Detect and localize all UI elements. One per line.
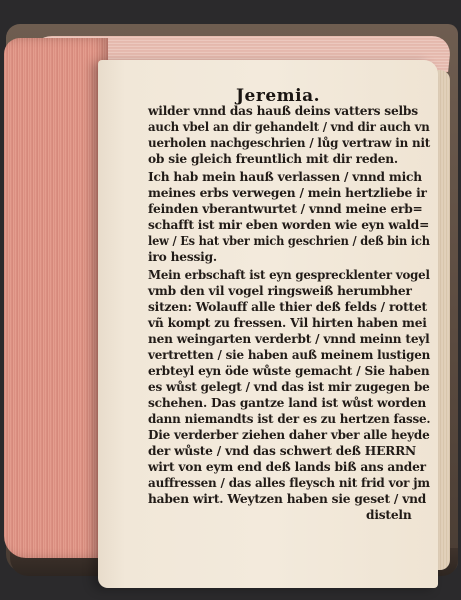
text-line: schehen. Das gantze land ist wůst worden bbox=[148, 396, 427, 410]
catchword: disteln bbox=[366, 508, 412, 522]
text-line: erbteyl eyn öde wůste gemacht / Sie haben bbox=[148, 364, 430, 378]
text-line: Die verderber ziehen daher vber alle heyde bbox=[148, 428, 430, 442]
red-page-edge bbox=[4, 38, 108, 558]
text-line: vmb den vil vogel ringsweiß herumbher bbox=[148, 284, 412, 298]
text-line: auffressen / das alles fleysch nit frid vor jm bbox=[148, 476, 430, 490]
page-heading: Jeremia. bbox=[236, 86, 321, 106]
text-line: es wůst gelegt / vnd das ist mir zugegen be bbox=[148, 380, 430, 394]
text-line: dann niemandts ist der es zu hertzen fasse. bbox=[148, 412, 431, 426]
text-line: vñ kompt zu fressen. Vil hirten haben mei bbox=[148, 316, 427, 330]
text-line: nen weingarten verderbt / vnnd meinn teyl bbox=[148, 332, 430, 346]
text-line: haben wirt. Weytzen haben sie geset / vnd bbox=[148, 492, 427, 506]
text-line: der wůste / vnd das schwert deß HERRN bbox=[148, 444, 416, 458]
text-line: vertretten / sie haben auß meinem lustigen bbox=[148, 348, 431, 362]
text-line: Mein erbschaft ist eyn gesprecklenter vogel bbox=[148, 268, 430, 282]
text-line: schafft ist mir eben worden wie eyn wald= bbox=[148, 218, 430, 232]
text-line: meines erbs verwegen / mein hertzliebe ir bbox=[148, 186, 427, 200]
text-line: feinden vberantwurtet / vnnd meine erb= bbox=[148, 202, 423, 216]
text-line: wirt von eym end deß lands biß ans ander bbox=[148, 460, 426, 474]
text-line: wilder vnnd das hauß deins vatters selbs bbox=[148, 104, 418, 118]
text-line: ob sie gleich freuntlich mit dir reden. bbox=[148, 152, 398, 166]
text-line: auch vbel an dir gehandelt / vnd dir auch vn bbox=[148, 120, 430, 134]
text-line: lew / Es hat vber mich geschrien / deß bin ich bbox=[148, 234, 430, 248]
text-line: sitzen: Wolauff alle thier deß felds / rottet bbox=[148, 300, 427, 314]
page-right-edge bbox=[436, 70, 450, 570]
text-line: iro hessig. bbox=[148, 250, 217, 264]
text-line: Ich hab mein hauß verlassen / vnnd mich bbox=[148, 170, 422, 184]
text-line: uerholen nachgeschrien / lůg vertraw in nit bbox=[148, 136, 431, 150]
